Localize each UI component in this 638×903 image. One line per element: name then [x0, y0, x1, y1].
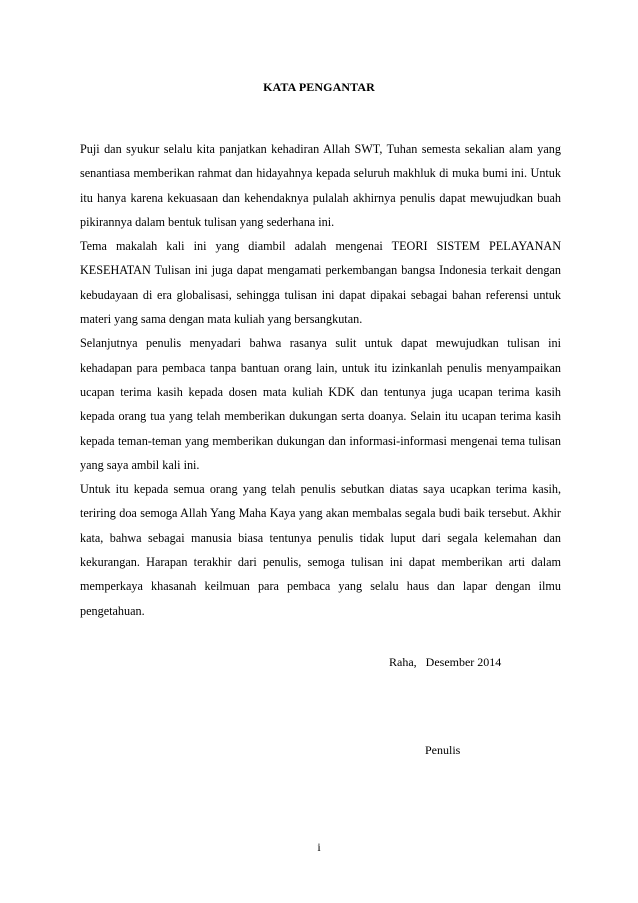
- paragraph-1: Puji dan syukur selalu kita panjatkan kehadiran Allah SWT, Tuhan semesta sekalian alam yang senantiasa memberikan rahmat dan hidayahnya kepada seluruh makhluk di muka bumi ini. Untuk itu hanya karena kekuasaan dan kehendaknya pulalah akhirnya penulis dapat mewujudkan buah pikirannya dalam bentuk tulisan yang sederhana ini.: [80, 142, 561, 229]
- page-number: i: [317, 840, 321, 854]
- paragraph-2: Tema makalah kali ini yang diambil adalah mengenai TEORI SISTEM PELAYANAN KESEHATAN Tulisan ini juga dapat mengamati perkembangan bangsa Indonesia terkait dengan kebudayaan di era globalisasi, sehingga tulisan ini dapat dipakai sebagai bahan referensi untuk materi yang sama dengan mata kuliah yang bersangkutan.: [80, 239, 561, 327]
- page-title: KATA PENGANTAR: [263, 80, 375, 94]
- place-date: Raha, Desember 2014: [389, 655, 502, 669]
- paragraph-4: Untuk itu kepada semua orang yang telah penulis sebutkan diatas saya ucapkan terima kasih, teriring doa semoga Allah Yang Maha Kaya yang akan membalas segala budi baik tersebut. Akhir kata, bahwa sebagai manusia biasa tentunya penulis tidak luput dari segala kelemahan dan kekurangan. Harapan terakhir dari penulis, semoga tulisan ini dapat memberikan arti dalam memperkaya khasanah keilmuan para pembaca yang selalu haus dan lapar dengan ilmu pengetahuan.: [80, 482, 561, 618]
- body-text: [80, 137, 561, 623]
- paragraph-3: Selanjutnya penulis menyadari bahwa rasanya sulit untuk dapat mewujudkan tulisan ini kehadapan para pembaca tanpa bantuan orang lain, untuk itu izinkanlah penulis menyampaikan ucapan terima kasih kepada dosen mata kuliah KDK dan tentunya juga ucapan terima kasih kepada orang tua yang telah memberikan dukungan serta doanya. Selain itu ucapan terima kasih kepada teman-teman yang memberikan dukungan dan informasi-informasi mengenai tema tulisan yang saya ambil kali ini.: [80, 336, 561, 472]
- signature-label: Penulis: [425, 743, 461, 757]
